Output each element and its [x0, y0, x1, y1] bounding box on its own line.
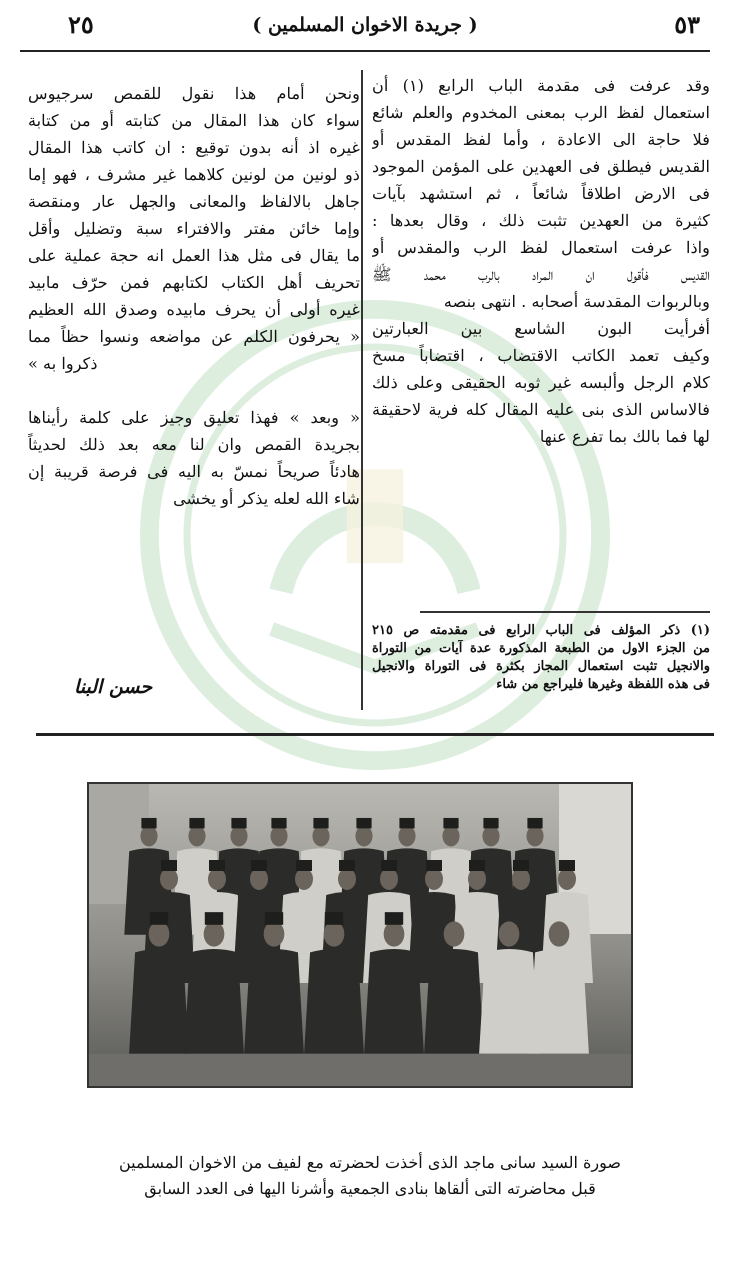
- text-line: وبالربوات المقدسة أصحابه . انتهى بنصه: [443, 292, 710, 311]
- text-line: أفرأيت البون الشاسع بين العبارتين: [372, 319, 710, 338]
- text-line: كثيرة من العهدين تثبت ذلك ، وقال بعدها :: [372, 211, 710, 230]
- text-line: وكيف تعمد الكاتب الاقتضاب ، اقتضاباً مسخ: [372, 346, 710, 365]
- footnote-line: فى هذه اللفظة وغيرها فليراجع من شاء: [496, 677, 710, 692]
- text-line: جاهل بالالفاظ والمعانى والجهل عار ومنقصة: [28, 192, 360, 211]
- newspaper-title: ( جريدة الاخوان المسلمين ): [252, 14, 478, 36]
- caption-line: صورة السيد سانى ماجد الذى أخذت لحضرته مع لفيف من الاخوان المسلمين: [118, 1153, 622, 1172]
- text-line: تحريف أهل الكتاب لكتابهم فمن حرّف مابيد: [28, 273, 360, 292]
- text-line: فى الارض اطلاقاً شائعاً ، ثم استشهد بآيات: [372, 184, 710, 203]
- footnote-line: من الجزء الاول من الطبعة المذكورة عدة آيات من التوراة: [372, 641, 710, 656]
- page-number-left: ٢٥: [68, 10, 94, 39]
- footnote-line: (١) ذكر المؤلف فى الباب الرابع فى مقدمته ص ٢١٥: [372, 623, 710, 638]
- text-line: « يحرفون الكلم عن مواضعه ونسوا حظاً مما: [28, 327, 360, 346]
- text-line: كلام الرجل وألبسه غير ثوبه الحقيقى وعلى ذلك: [372, 373, 710, 392]
- text-line: غيره أولى أن يحرف مابيده وصدق الله العظيم: [28, 300, 360, 319]
- text-line: فالاساس الذى بنى عليه المقال كله فرية لاحقيقة: [372, 400, 710, 419]
- author-signature: حسن البنا: [74, 676, 153, 698]
- text-line: ونحن أمام هذا نقول للقمص سرجيوس: [28, 84, 360, 103]
- page-number-right: ٥٣: [674, 10, 700, 39]
- column-divider: [361, 70, 363, 710]
- text-line: ذكروا به »: [28, 354, 98, 373]
- article-right-column: [372, 72, 710, 450]
- text-line: هادئاً صريحاً نمسّ به اليه فى فرصة قريبة إن: [28, 462, 360, 481]
- photo-caption: [80, 1150, 660, 1202]
- section-divider: [36, 733, 714, 736]
- text-line: وقد عرفت فى مقدمة الباب الرابع (١) أن: [372, 76, 710, 95]
- text-line: غيره اذ أنه بدون توقيع : ان كاتب هذا المقال: [28, 138, 360, 157]
- caption-line: قبل محاضرته التى ألقاها بنادى الجمعية وأشرنا اليها فى العدد السابق: [144, 1179, 596, 1198]
- footnote: [372, 622, 710, 694]
- text-line: واذا عرفت استعمال لفظ الرب والمقدس أو: [372, 238, 710, 257]
- article-left-column: [28, 80, 360, 512]
- footnote-rule: [420, 611, 710, 613]
- text-line: القديس فيطلق فى العهدين على المؤمن الموجود: [372, 157, 710, 176]
- paragraph-gap: [28, 377, 360, 404]
- text-line: فلا حاجة الى الاعادة ، وأما لفظ المقدس أو: [372, 130, 710, 149]
- text-line: « وبعد » فهذا تعليق وجيز على كلمة رأيناها: [28, 408, 360, 427]
- text-line: استعمال لفظ الرب بمعنى المخدوم والعلم شائع: [372, 103, 710, 122]
- text-line: شاء الله لعله يذكر أو يخشى: [173, 489, 360, 508]
- text-line: القديس فأقول ان المراد بالرب محمد ﷺ: [372, 265, 710, 284]
- text-line: ما يقال فى مثل هذا العمل انه حجة عملية على: [28, 246, 360, 265]
- group-photograph: [87, 782, 633, 1088]
- footnote-line: والانجيل تثبت استعمال المجاز بكثرة فى التوراة والانجيل: [372, 659, 710, 674]
- text-line: لها فما بالك بما تفرع عنها: [539, 427, 710, 446]
- text-line: ذو لونين من لونين كلاهما غير مشرف ، فهو إما: [28, 165, 360, 184]
- text-line: سواء كان هذا المقال من كتابته أو من كتابة: [28, 111, 360, 130]
- page-header: [20, 6, 710, 52]
- text-line: وإما خائن مفتر والافتراء سبة وتضليل وأقل: [28, 219, 360, 238]
- text-line: بجريدة القمص وان لنا معه بعد ذلك لحديثاً: [28, 435, 360, 454]
- photo-image: [89, 784, 631, 1086]
